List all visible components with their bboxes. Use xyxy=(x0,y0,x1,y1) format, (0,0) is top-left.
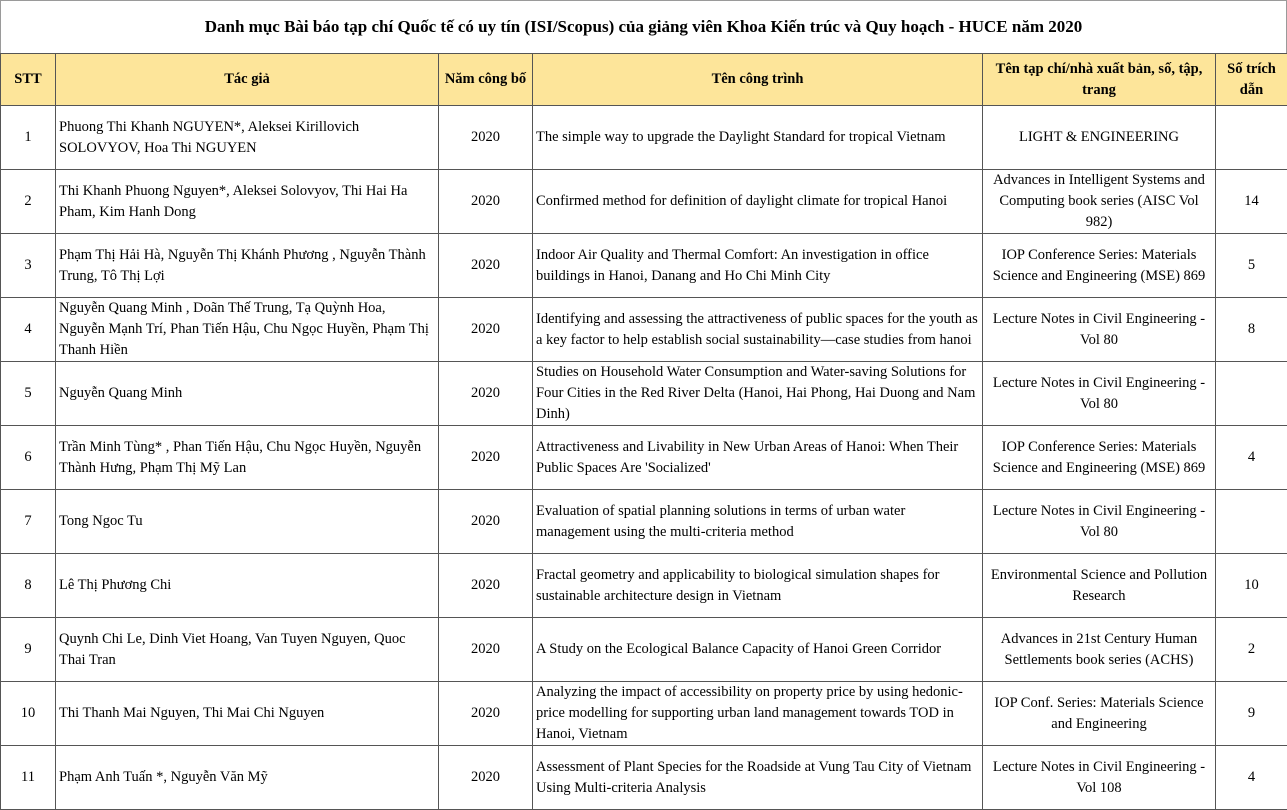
cell-journal: Lecture Notes in Civil Engineering - Vol 80 xyxy=(983,362,1216,426)
cell-work: Assessment of Plant Species for the Roadside at Vung Tau City of Vietnam Using Multi-criteria Analysis xyxy=(533,746,983,810)
cell-author: Quynh Chi Le, Dinh Viet Hoang, Van Tuyen Nguyen, Quoc Thai Tran xyxy=(56,618,439,682)
cell-work: Attractiveness and Livability in New Urban Areas of Hanoi: When Their Public Spaces Are 'Socialized' xyxy=(533,426,983,490)
table-row xyxy=(1,618,1287,682)
publications-table xyxy=(0,53,1287,810)
cell-citations: 10 xyxy=(1216,554,1287,618)
cell-journal: IOP Conference Series: Materials Science and Engineering (MSE) 869 xyxy=(983,426,1216,490)
header-journal: Tên tạp chí/nhà xuất bản, số, tập, trang xyxy=(983,54,1216,106)
cell-author: Nguyễn Quang Minh , Doãn Thế Trung, Tạ Quỳnh Hoa, Nguyễn Mạnh Trí, Phan Tiến Hậu, Chu Ngọc Huyền, Phạm Thị Thanh Hiền xyxy=(56,298,439,362)
cell-author: Phạm Anh Tuấn *, Nguyễn Văn Mỹ xyxy=(56,746,439,810)
cell-author: Nguyễn Quang Minh xyxy=(56,362,439,426)
cell-citations: 8 xyxy=(1216,298,1287,362)
cell-author: Thi Khanh Phuong Nguyen*, Aleksei Solovyov, Thi Hai Ha Pham, Kim Hanh Dong xyxy=(56,170,439,234)
cell-year: 2020 xyxy=(439,106,533,170)
cell-journal: Lecture Notes in Civil Engineering - Vol 108 xyxy=(983,746,1216,810)
cell-journal: Lecture Notes in Civil Engineering - Vol 80 xyxy=(983,298,1216,362)
cell-stt: 4 xyxy=(1,298,56,362)
cell-journal: Environmental Science and Pollution Research xyxy=(983,554,1216,618)
header-row xyxy=(1,54,1287,106)
table-row xyxy=(1,170,1287,234)
header-work: Tên công trình xyxy=(533,54,983,106)
table-row xyxy=(1,362,1287,426)
cell-work: Analyzing the impact of accessibility on property price by using hedonic-price modelling for supporting urban land management towards TOD in Hanoi, Vietnam xyxy=(533,682,983,746)
cell-year: 2020 xyxy=(439,746,533,810)
cell-author: Thi Thanh Mai Nguyen, Thi Mai Chi Nguyen xyxy=(56,682,439,746)
header-year: Năm công bố xyxy=(439,54,533,106)
cell-citations: 9 xyxy=(1216,682,1287,746)
cell-citations: 2 xyxy=(1216,618,1287,682)
cell-stt: 6 xyxy=(1,426,56,490)
cell-work: Identifying and assessing the attractiveness of public spaces for the youth as a key factor to help establish social sustainability—case studies from hanoi xyxy=(533,298,983,362)
cell-stt: 9 xyxy=(1,618,56,682)
cell-year: 2020 xyxy=(439,618,533,682)
cell-work: Studies on Household Water Consumption and Water-saving Solutions for Four Cities in the Red River Delta (Hanoi, Hai Phong, Hai Duong and Nam Dinh) xyxy=(533,362,983,426)
cell-stt: 10 xyxy=(1,682,56,746)
cell-year: 2020 xyxy=(439,426,533,490)
cell-citations: 4 xyxy=(1216,426,1287,490)
table-row xyxy=(1,746,1287,810)
cell-journal: IOP Conf. Series: Materials Science and Engineering xyxy=(983,682,1216,746)
cell-year: 2020 xyxy=(439,362,533,426)
cell-citations: 4 xyxy=(1216,746,1287,810)
table-row xyxy=(1,426,1287,490)
header-stt: STT xyxy=(1,54,56,106)
cell-year: 2020 xyxy=(439,298,533,362)
table-row xyxy=(1,106,1287,170)
cell-author: Phuong Thi Khanh NGUYEN*, Aleksei Kirillovich SOLOVYOV, Hoa Thi NGUYEN xyxy=(56,106,439,170)
cell-author: Tong Ngoc Tu xyxy=(56,490,439,554)
cell-work: Confirmed method for definition of daylight climate for tropical Hanoi xyxy=(533,170,983,234)
cell-year: 2020 xyxy=(439,490,533,554)
cell-citations: 5 xyxy=(1216,234,1287,298)
table-row xyxy=(1,490,1287,554)
cell-journal: Advances in Intelligent Systems and Computing book series (AISC Vol 982) xyxy=(983,170,1216,234)
cell-year: 2020 xyxy=(439,554,533,618)
cell-year: 2020 xyxy=(439,682,533,746)
cell-stt: 1 xyxy=(1,106,56,170)
cell-stt: 2 xyxy=(1,170,56,234)
cell-stt: 3 xyxy=(1,234,56,298)
cell-author: Lê Thị Phương Chi xyxy=(56,554,439,618)
table-row xyxy=(1,234,1287,298)
header-citations: Số trích dẫn xyxy=(1216,54,1287,106)
header-author: Tác giả xyxy=(56,54,439,106)
cell-citations: 14 xyxy=(1216,170,1287,234)
cell-author: Phạm Thị Hải Hà, Nguyễn Thị Khánh Phương , Nguyễn Thành Trung, Tô Thị Lợi xyxy=(56,234,439,298)
cell-author: Trần Minh Tùng* , Phan Tiến Hậu, Chu Ngọc Huyền, Nguyễn Thành Hưng, Phạm Thị Mỹ Lan xyxy=(56,426,439,490)
cell-citations xyxy=(1216,362,1287,426)
cell-year: 2020 xyxy=(439,234,533,298)
cell-work: Evaluation of spatial planning solutions in terms of urban water management using the multi-criteria method xyxy=(533,490,983,554)
cell-journal: LIGHT & ENGINEERING xyxy=(983,106,1216,170)
cell-year: 2020 xyxy=(439,170,533,234)
table-row xyxy=(1,298,1287,362)
cell-citations xyxy=(1216,106,1287,170)
cell-work: Indoor Air Quality and Thermal Comfort: An investigation in office buildings in Hanoi, Danang and Ho Chi Minh City xyxy=(533,234,983,298)
cell-stt: 5 xyxy=(1,362,56,426)
cell-work: Fractal geometry and applicability to biological simulation shapes for sustainable architecture design in Vietnam xyxy=(533,554,983,618)
document-title: Danh mục Bài báo tạp chí Quốc tế có uy tín (ISI/Scopus) của giảng viên Khoa Kiến trúc và Quy hoạch - HUCE năm 2020 xyxy=(0,0,1287,53)
cell-stt: 7 xyxy=(1,490,56,554)
cell-stt: 11 xyxy=(1,746,56,810)
cell-journal: IOP Conference Series: Materials Science and Engineering (MSE) 869 xyxy=(983,234,1216,298)
table-row xyxy=(1,682,1287,746)
table-row xyxy=(1,554,1287,618)
cell-work: The simple way to upgrade the Daylight Standard for tropical Vietnam xyxy=(533,106,983,170)
cell-stt: 8 xyxy=(1,554,56,618)
cell-work: A Study on the Ecological Balance Capacity of Hanoi Green Corridor xyxy=(533,618,983,682)
cell-journal: Lecture Notes in Civil Engineering - Vol 80 xyxy=(983,490,1216,554)
cell-journal: Advances in 21st Century Human Settlements book series (ACHS) xyxy=(983,618,1216,682)
cell-citations xyxy=(1216,490,1287,554)
